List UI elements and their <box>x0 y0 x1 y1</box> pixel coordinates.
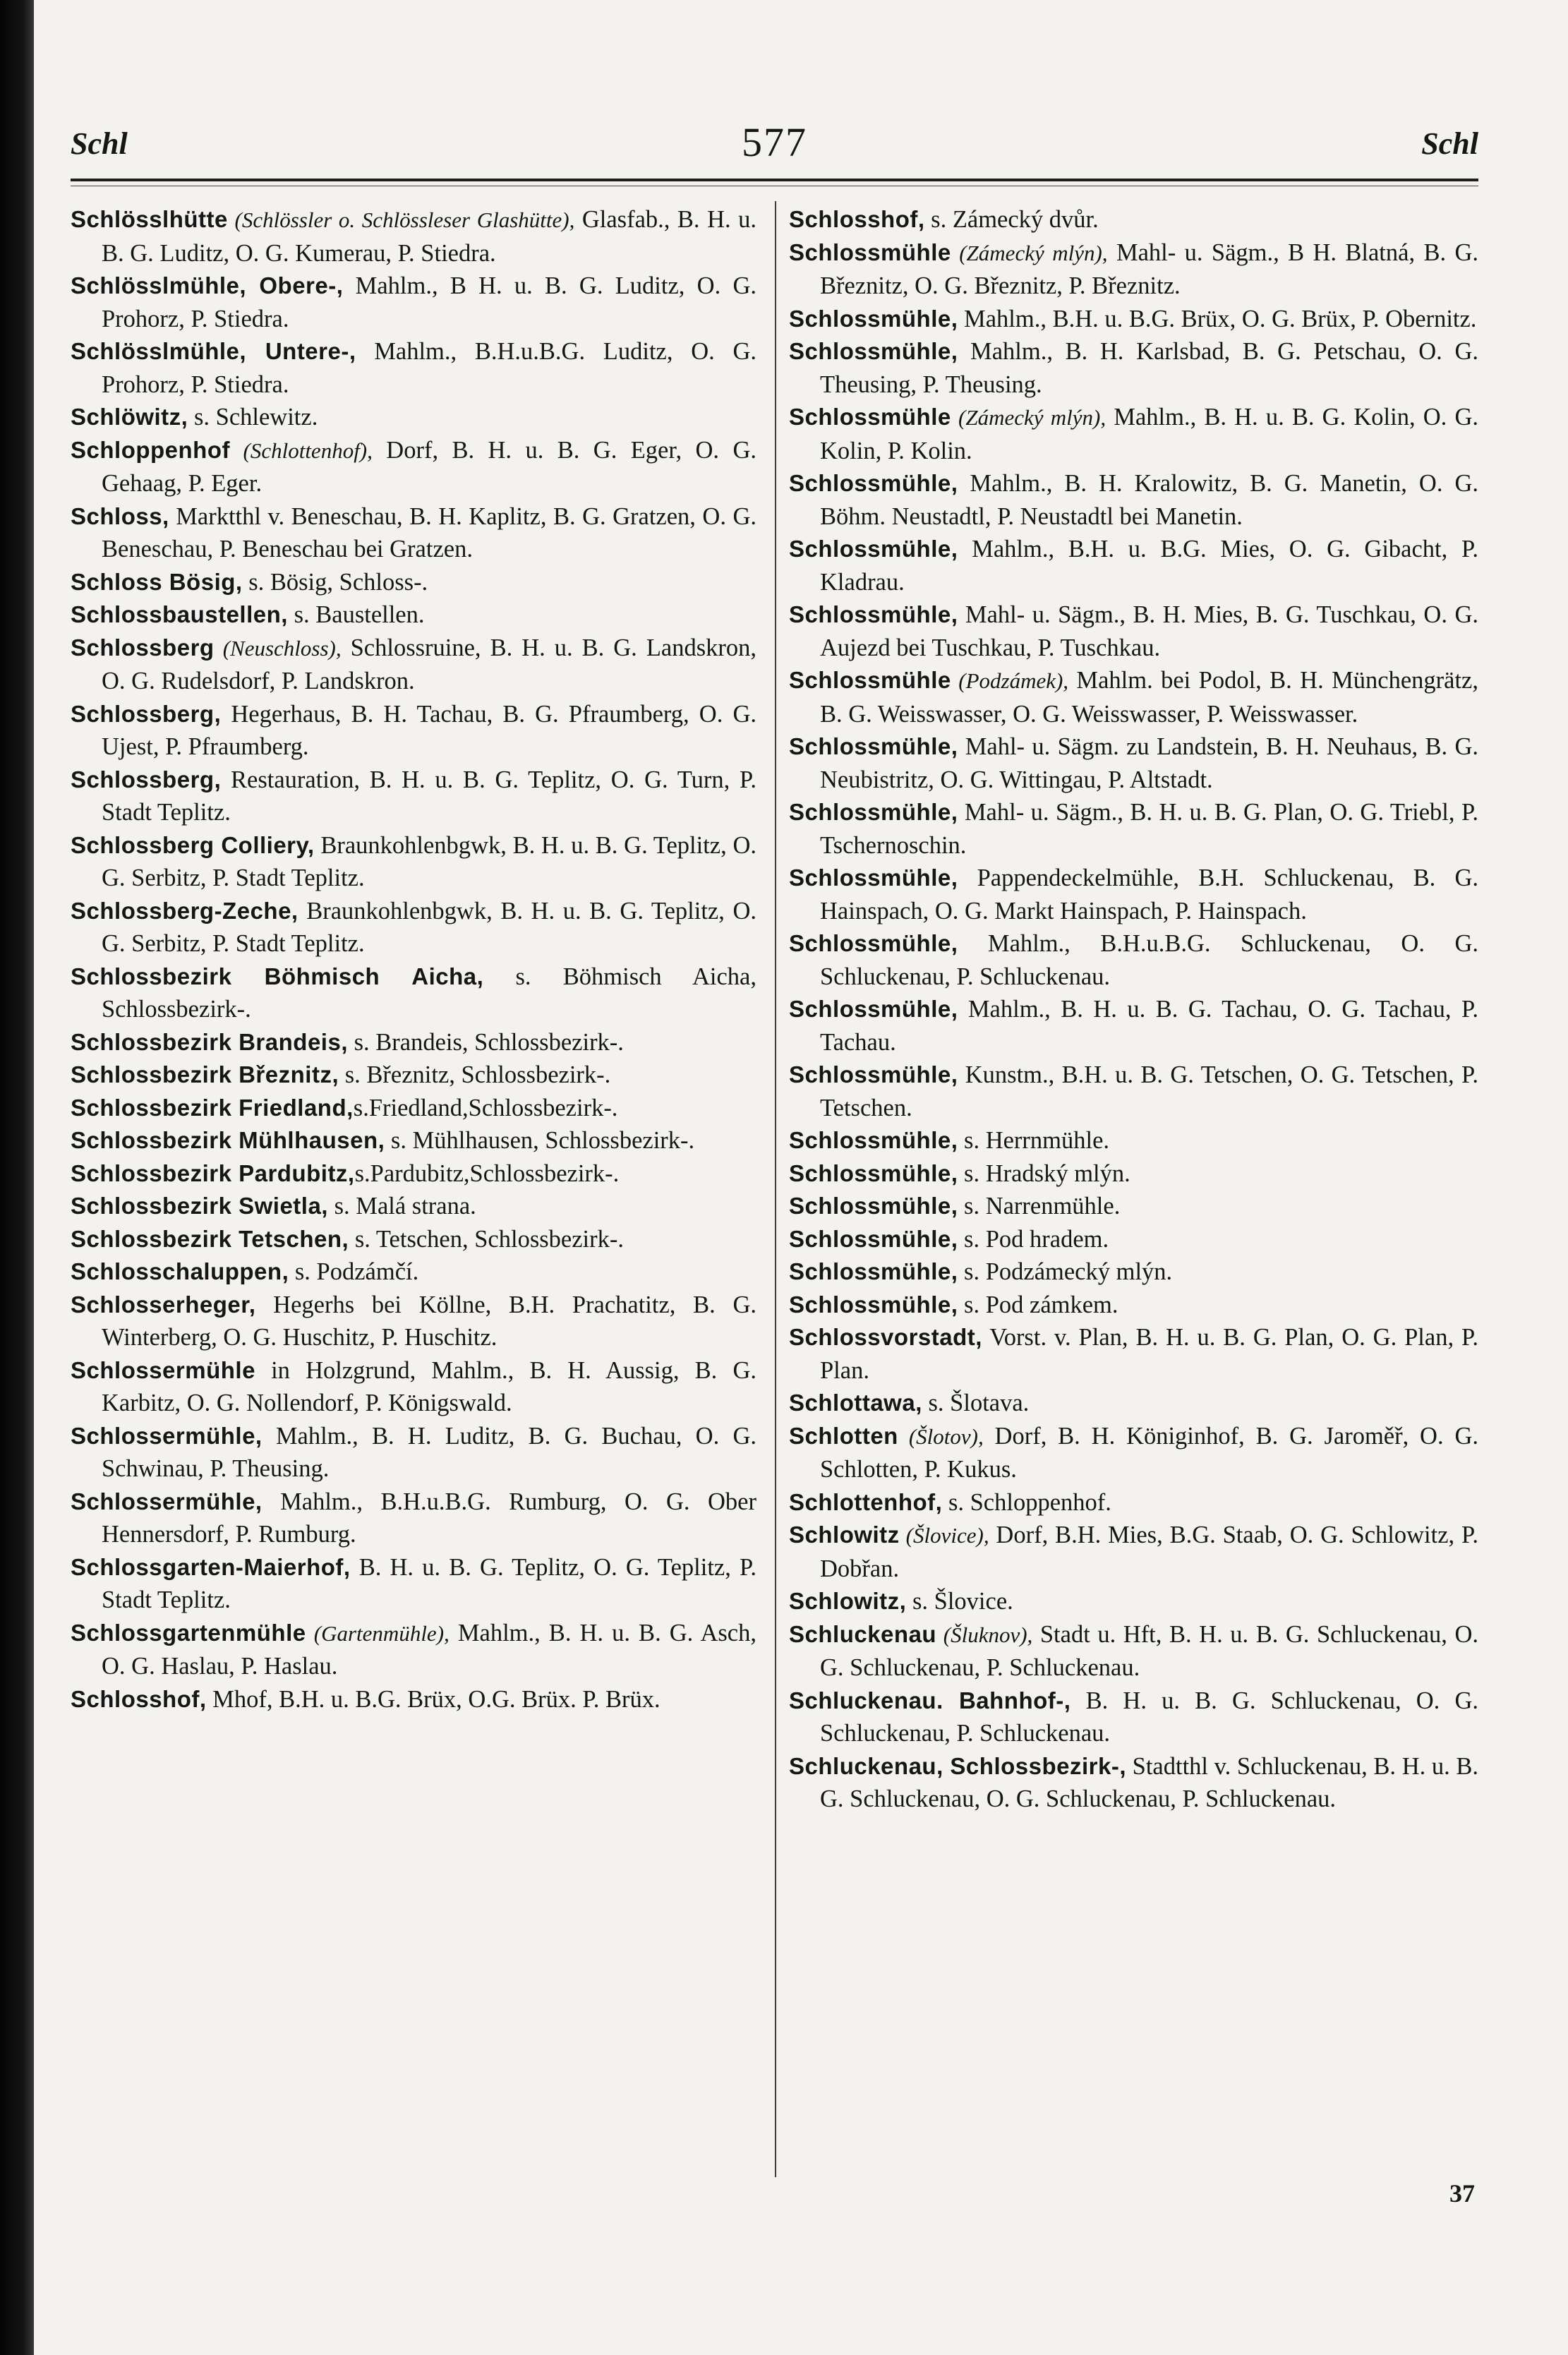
entry-headword: Schlossbezirk Brandeis, <box>71 1028 348 1055</box>
entry-text: Schlossruine, B. H. u. B. G. Landskron, O. G. Rudelsdorf, P. Landskron. <box>102 634 756 694</box>
gazetteer-entry <box>789 203 1478 236</box>
entry-text: Restauration, B. H. u. B. G. Teplitz, O. G. Turn, P. Stadt Teplitz. <box>102 766 756 826</box>
entry-text: Mahlm., B. H. u. B. G. Kolin, O. G. Kolin, P. Kolin. <box>820 404 1478 464</box>
gazetteer-entry <box>789 927 1478 993</box>
gazetteer-entry <box>789 1585 1478 1618</box>
entry-headword: Schlossmühle <box>789 239 951 265</box>
sheet-signature: 37 <box>1449 2179 1475 2208</box>
entry-headword: Schlossmühle, <box>789 601 958 627</box>
gazetteer-entry <box>789 1685 1478 1750</box>
gazetteer-entry <box>71 566 756 599</box>
entry-headword: Schlottenhof, <box>789 1488 943 1515</box>
entry-headword: Schlossmühle, <box>789 1291 958 1318</box>
entry-text: Kunstm., B.H. u. B. G. Tetschen, O. G. Tetschen, P. Tetschen. <box>820 1061 1478 1121</box>
entry-headword: Schlossbezirk Friedland, <box>71 1094 354 1121</box>
entry-headword: Schlossberg-Zeche, <box>71 897 298 924</box>
entry-text: s. Böhmisch Aicha, Schlossbezirk-. <box>102 963 756 1023</box>
gazetteer-entry <box>789 730 1478 796</box>
right-column <box>789 203 1478 1816</box>
entry-headword: Schlossmühle <box>789 667 951 693</box>
entry-text: Mahlm., B. H. Kralowitz, B. G. Manetin, O. G. Böhm. Neustadtl, P. Neustadtl bei Manetin. <box>820 470 1478 530</box>
entry-text: s. Hradský mlýn. <box>958 1160 1130 1187</box>
entry-text: B. H. u. B. G. Schluckenau, O. G. Schluckenau, P. Schluckenau. <box>820 1687 1478 1747</box>
entry-headword: Schlossmühle <box>789 404 951 430</box>
entry-text: Stadt u. Hft, B. H. u. B. G. Schluckenau, O. G. Schluckenau, P. Schluckenau. <box>820 1620 1478 1681</box>
entry-text: s. Podzámčí. <box>289 1258 419 1285</box>
gazetteer-entry <box>71 1223 756 1256</box>
entry-headword: Schlossermühle <box>71 1356 255 1383</box>
gazetteer-entry <box>789 1289 1478 1322</box>
entry-headword: Schlossvorstadt, <box>789 1324 982 1350</box>
scan-binding-edge <box>0 0 34 2355</box>
gazetteer-entry <box>789 1321 1478 1387</box>
gazetteer-entry <box>789 1387 1478 1420</box>
gazetteer-entry <box>71 1289 756 1354</box>
entry-headword: Schlösslmühle, Untere-, <box>71 338 356 364</box>
entry-headword: Schlossbezirk Březnitz, <box>71 1061 339 1088</box>
entry-text: s. Schloppenhof. <box>942 1488 1111 1516</box>
entry-headword: Schloss, <box>71 502 169 529</box>
gazetteer-entry <box>789 862 1478 927</box>
entry-text: in Holzgrund, Mahlm., B. H. Aussig, B. G. Karbitz, O. G. Nollendorf, P. Königswald. <box>102 1356 756 1416</box>
entry-variant-name: (Šlotov), <box>898 1423 984 1449</box>
entry-headword: Schlossmühle, <box>789 865 958 891</box>
entry-headword: Schlossbezirk Pardubitz, <box>71 1160 355 1186</box>
gazetteer-entry <box>789 1059 1478 1124</box>
gazetteer-entry <box>71 1420 756 1486</box>
gazetteer-entry <box>71 270 756 335</box>
gazetteer-entry <box>71 1683 756 1716</box>
entry-text: s. Pod zámkem. <box>958 1291 1118 1318</box>
gazetteer-entry <box>789 303 1478 336</box>
gazetteer-entry <box>789 1157 1478 1191</box>
entry-headword: Schlossberg <box>71 634 215 661</box>
entry-headword: Schlossmühle, <box>789 930 958 956</box>
gazetteer-entry <box>71 1551 756 1617</box>
entry-text: B. H. u. B. G. Teplitz, O. G. Teplitz, P. Stadt Teplitz. <box>102 1553 756 1613</box>
entry-headword: Schloss Bösig, <box>71 568 243 595</box>
entry-text: Mahlm., B. H. u. B. G. Tachau, O. G. Tachau, P. Tachau. <box>820 996 1478 1056</box>
entry-variant-name: (Schlössler o. Schlössleser Glashütte), <box>227 207 575 232</box>
entry-headword: Schlowitz <box>789 1522 900 1548</box>
entry-text: Mahlm., B.H. u. B.G. Brüx, O. G. Brüx, P. Obernitz. <box>958 305 1477 332</box>
entry-text: s. Herrnmühle. <box>958 1127 1110 1154</box>
entry-headword: Schlossberg, <box>71 700 222 727</box>
entry-text: s.Friedland,Schlossbezirk-. <box>353 1094 618 1121</box>
entry-variant-name: (Schlottenhof), <box>229 438 373 463</box>
entry-headword: Schlossermühle, <box>71 1488 263 1514</box>
entry-headword: Schlossermühle, <box>71 1422 263 1449</box>
entry-headword: Schlossmühle, <box>789 1061 958 1088</box>
entry-headword: Schlotten <box>789 1422 898 1449</box>
entry-text: Vorst. v. Plan, B. H. u. B. G. Plan, O. G. Plan, P. Plan. <box>820 1324 1478 1384</box>
entry-text: s.Pardubitz,Schlossbezirk-. <box>354 1160 620 1187</box>
entry-headword: Schlosshof, <box>789 206 925 232</box>
gazetteer-entry <box>71 203 756 270</box>
entry-text: Glasfab., B. H. u. B. G. Luditz, O. G. Kumerau, P. Stiedra. <box>102 206 757 267</box>
gazetteer-entry <box>789 598 1478 664</box>
entry-text: Mahlm., B. H. Karlsbad, B. G. Petschau, O. G. Theusing, P. Theusing. <box>820 338 1478 398</box>
gazetteer-entry <box>789 401 1478 467</box>
entry-headword: Schlosserheger, <box>71 1291 256 1318</box>
gazetteer-entry <box>71 1354 756 1420</box>
gazetteer-entry <box>789 1420 1478 1486</box>
entry-text: s. Schlewitz. <box>188 404 318 430</box>
gazetteer-entry <box>71 401 756 434</box>
column-divider <box>775 201 776 2177</box>
gazetteer-entry <box>789 1618 1478 1685</box>
entry-headword: Schlossmühle, <box>789 799 958 825</box>
gazetteer-entry <box>71 500 756 566</box>
gazetteer-entry <box>789 467 1478 533</box>
gazetteer-entry <box>789 1223 1478 1256</box>
entry-text: s. Pod hradem. <box>958 1225 1109 1253</box>
entry-headword: Schlossmühle, <box>789 733 958 759</box>
entry-variant-name: (Zámecký mlýn), <box>951 405 1106 430</box>
entry-headword: Schlossmühle, <box>789 1160 958 1186</box>
entry-text: Mahlm., B. H. u. B. G. Asch, O. G. Haslau, P. Haslau. <box>102 1619 756 1680</box>
entry-text: Dorf, B.H. Mies, B.G. Staab, O. G. Schlowitz, P. Dobřan. <box>820 1522 1478 1582</box>
entry-headword: Schlossmühle, <box>789 1258 958 1284</box>
entry-text: s. Narrenmühle. <box>958 1193 1121 1219</box>
entry-headword: Schlossberg, <box>71 766 222 793</box>
entry-text: Hegerhs bei Köllne, B.H. Prachatitz, B. G. Winterberg, O. G. Huschitz, P. Huschitz. <box>102 1291 756 1351</box>
entry-headword: Schlossgarten-Maierhof, <box>71 1553 351 1580</box>
entry-headword: Schluckenau <box>789 1620 937 1647</box>
entry-headword: Schluckenau, Schlossbezirk-, <box>789 1752 1127 1779</box>
entry-text: Marktthl v. Beneschau, B. H. Kaplitz, B. G. Gratzen, O. G. Beneschau, P. Beneschau bei Gratzen. <box>102 502 756 562</box>
entry-headword: Schlossbezirk Böhmisch Aicha, <box>71 963 484 989</box>
entry-text: Hegerhaus, B. H. Tachau, B. G. Pfraumberg, O. G. Ujest, P. Pfraumberg. <box>102 700 756 760</box>
header-rule-thick <box>71 179 1478 181</box>
gazetteer-entry <box>789 664 1478 730</box>
entry-text: Mahlm., B.H.u.B.G. Luditz, O. G. Prohorz, P. Stiedra. <box>102 338 756 398</box>
entry-headword: Schlosshof, <box>71 1685 207 1712</box>
entry-headword: Schlowitz, <box>789 1588 907 1614</box>
entry-headword: Schlossmühle, <box>789 996 958 1022</box>
gazetteer-entry <box>789 1519 1478 1585</box>
page-number: 577 <box>742 119 807 165</box>
entry-headword: Schlossberg Colliery, <box>71 831 315 858</box>
entry-text: s. Šlovice. <box>906 1588 1013 1615</box>
entry-text: Dorf, B. H. u. B. G. Eger, O. G. Gehaag, P. Eger. <box>102 436 756 497</box>
gazetteer-entry <box>71 1092 756 1125</box>
entry-headword: Schlossbezirk Swietla, <box>71 1193 328 1219</box>
entry-text: Mahlm., B.H. u. B.G. Mies, O. G. Gibacht, P. Kladrau. <box>820 536 1478 596</box>
left-column <box>71 203 756 1716</box>
entry-text: Mhof, B.H. u. B.G. Brüx, O.G. Brüx. P. Brüx. <box>206 1685 661 1713</box>
entry-headword: Schlottawa, <box>789 1390 922 1416</box>
gazetteer-entry <box>789 1190 1478 1223</box>
page-header <box>71 119 1478 175</box>
gazetteer-entry <box>71 1059 756 1092</box>
entry-headword: Schlöwitz, <box>71 404 188 430</box>
gazetteer-entry <box>71 1255 756 1289</box>
entry-headword: Schlossmühle, <box>789 1193 958 1219</box>
entry-headword: Schlossmühle, <box>789 470 958 496</box>
entry-headword: Schlosschaluppen, <box>71 1258 289 1284</box>
gazetteer-entry <box>789 335 1478 401</box>
entry-text: Mahl- u. Sägm., B. H. Mies, B. G. Tuschkau, O. G. Aujezd bei Tuschkau, P. Tuschkau. <box>820 601 1478 661</box>
gazetteer-entry <box>789 993 1478 1059</box>
entry-text: s. Březnitz, Schlossbezirk-. <box>339 1061 611 1088</box>
entry-text: s. Tetschen, Schlossbezirk-. <box>349 1225 624 1253</box>
entry-text: s. Mühlhausen, Schlossbezirk-. <box>385 1127 695 1154</box>
gazetteer-entry <box>71 764 756 829</box>
entry-headword: Schlossmühle, <box>789 338 958 364</box>
gazetteer-entry <box>71 1026 756 1059</box>
gazetteer-entry <box>71 632 756 698</box>
gazetteer-entry <box>71 598 756 632</box>
entry-headword: Schlösslmühle, Obere-, <box>71 272 344 299</box>
entry-variant-name: (Neuschloss), <box>214 635 342 661</box>
entry-headword: Schlösslhütte <box>71 206 228 232</box>
gazetteer-entry <box>71 698 756 764</box>
entry-variant-name: (Podzámek), <box>951 668 1069 693</box>
gazetteer-entry <box>71 1124 756 1157</box>
gazetteer-entry <box>71 335 756 401</box>
entry-headword: Schlossmühle, <box>789 305 958 332</box>
entry-text: s. Baustellen. <box>287 601 425 628</box>
gazetteer-entry <box>71 829 756 895</box>
gazetteer-entry <box>789 796 1478 862</box>
entry-text: Mahlm., B. H. Luditz, B. G. Buchau, O. G. Schwinau, P. Theusing. <box>102 1422 756 1482</box>
gazetteer-entry <box>789 1255 1478 1289</box>
gazetteer-entry <box>71 1617 756 1683</box>
gazetteer-entry <box>71 1157 756 1191</box>
gazetteer-entry <box>789 1750 1478 1816</box>
gazetteer-entry <box>71 434 756 500</box>
entry-text: Braunkohlenbgwk, B. H. u. B. G. Teplitz, O. G. Serbitz, P. Stadt Teplitz. <box>102 831 756 891</box>
entry-headword: Schlossmühle, <box>789 1225 958 1252</box>
entry-headword: Schlossbaustellen, <box>71 601 288 627</box>
entry-text: Pappendeckelmühle, B.H. Schluckenau, B. G. Hainspach, O. G. Markt Hainspach, P. Hainspach. <box>820 865 1478 924</box>
entry-headword: Schlossgartenmühle <box>71 1619 306 1646</box>
entry-headword: Schlossmühle, <box>789 536 958 562</box>
entry-text: Mahlm., B.H.u.B.G. Schluckenau, O. G. Schluckenau, P. Schluckenau. <box>820 930 1478 990</box>
entry-text: Mahlm., B.H.u.B.G. Rumburg, O. G. Ober Hennersdorf, P. Rumburg. <box>102 1488 756 1548</box>
entry-text: Mahl- u. Sägm., B H. Blatná, B. G. Březnitz, O. G. Březnitz, P. Březnitz. <box>820 239 1478 299</box>
entry-headword: Schloppenhof <box>71 436 230 463</box>
gazetteer-entry <box>71 1486 756 1551</box>
entry-variant-name: (Šlovice), <box>899 1523 989 1548</box>
entry-text: s. Bösig, Schloss-. <box>242 568 428 596</box>
gazetteer-entry <box>71 895 756 960</box>
entry-variant-name: (Šluknov), <box>936 1622 1033 1647</box>
entry-headword: Schlossmühle, <box>789 1127 958 1153</box>
entry-text: s. Zámecký dvůr. <box>924 206 1099 233</box>
gazetteer-entry <box>789 236 1478 303</box>
entry-text: Mahlm., B H. u. B. G. Luditz, O. G. Prohorz, P. Stiedra. <box>102 272 756 332</box>
header-left-keyword: Schl <box>71 126 128 161</box>
gazetteer-entry <box>789 1486 1478 1519</box>
entry-text: s. Podzámecký mlýn. <box>958 1258 1173 1285</box>
entry-variant-name: (Gartenmühle), <box>306 1620 450 1646</box>
header-right-keyword: Schl <box>1421 126 1478 161</box>
gazetteer-entry <box>71 960 756 1026</box>
entry-headword: Schlossbezirk Mühlhausen, <box>71 1127 385 1153</box>
entry-headword: Schlossbezirk Tetschen, <box>71 1225 349 1252</box>
entry-text: Braunkohlenbgwk, B. H. u. B. G. Teplitz, O. G. Serbitz, P. Stadt Teplitz. <box>102 897 756 957</box>
entry-text: Mahl- u. Sägm. zu Landstein, B. H. Neuhaus, B. G. Neubistritz, O. G. Wittingau, P. Altstadt. <box>820 733 1478 793</box>
entry-text: Dorf, B. H. Königinhof, B. G. Jaroměř, O. G. Schlotten, P. Kukus. <box>820 1422 1478 1483</box>
entry-text: s. Malá strana. <box>327 1193 476 1219</box>
gazetteer-entry <box>789 1124 1478 1157</box>
gazetteer-entry <box>789 533 1478 598</box>
entry-text: Stadtthl v. Schluckenau, B. H. u. B. G. Schluckenau, O. G. Schluckenau, P. Schluckenau. <box>820 1752 1479 1812</box>
entry-text: Mahlm. bei Podol, B. H. Münchengrätz, B. G. Weisswasser, O. G. Weisswasser, P. Weisswasser. <box>820 667 1478 728</box>
entry-headword: Schluckenau. Bahnhof-, <box>789 1687 1071 1713</box>
gazetteer-entry <box>71 1190 756 1223</box>
entry-variant-name: (Zámecký mlýn), <box>951 240 1108 265</box>
entry-text: s. Brandeis, Schlossbezirk-. <box>347 1028 624 1056</box>
entry-text: Mahl- u. Sägm., B. H. u. B. G. Plan, O. G. Triebl, P. Tschernoschin. <box>820 799 1478 859</box>
entry-text: s. Šlotava. <box>922 1390 1030 1416</box>
